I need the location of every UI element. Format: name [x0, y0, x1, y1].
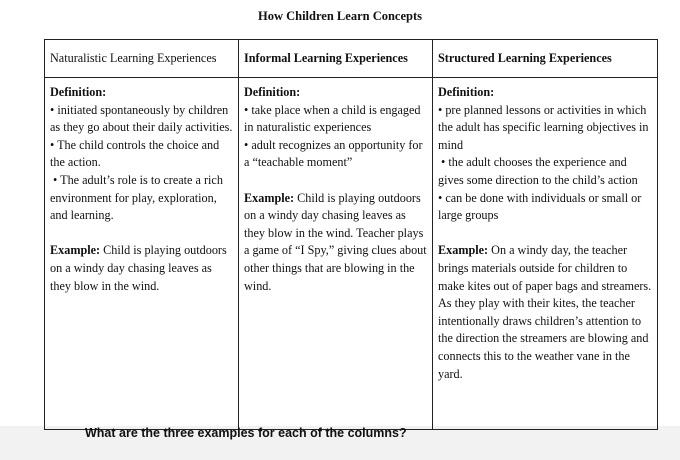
bullet-item: • can be done with individuals or small or large groups [438, 190, 642, 223]
structured-cell [433, 78, 658, 430]
concepts-table [44, 39, 658, 430]
example-text: Child is playing outdoors on a windy day chasing leaves as they blow in the wind. [50, 243, 227, 293]
naturalistic-cell [45, 78, 239, 430]
bullet-text: take place when a child is engaged in naturalistic experiences [244, 102, 421, 135]
example-text: On a windy day, the teacher brings materials outside for children to make kites out of paper bags and streamers. As they play with their kites, the teacher intentionally draws children’s attention to the direction the streamers are blowing and connects this to the weather vane in the yard. [438, 243, 652, 381]
column-header-informal: Informal Learning Experiences [239, 40, 433, 78]
column-header-structured: Structured Learning Experiences [433, 40, 658, 78]
definition-label: Definition: [50, 85, 107, 99]
bullet-text: pre planned lessons or activities in which the adult has specific learning objectives in mind [438, 102, 649, 152]
bullet-item: • pre planned lessons or activities in which the adult has specific learning objectives in mind [438, 102, 649, 152]
bullet-text: can be done with individuals or small or large groups [438, 190, 642, 223]
example-block [244, 190, 428, 296]
page-title: How Children Learn Concepts [257, 9, 422, 23]
example-block [438, 242, 653, 383]
bullet-item: • take place when a child is engaged in naturalistic experiences [244, 102, 421, 135]
example-text: Child is playing outdoors on a windy day chasing leaves as they blow in the wind. Teacher plays a game of “I Spy,” giving clues about other things that are blowing in the wind. [244, 190, 427, 293]
question-text: What are the three examples for each of the columns? [85, 426, 407, 440]
bullet-text: The adult’s role is to create a rich environment for play, exploration, and learning. [50, 172, 223, 223]
example-label: Example: [244, 190, 295, 205]
bullet-item: • the adult chooses the experience and gives some direction to the child’s action [438, 155, 638, 187]
bullet-text: the adult chooses the experience and gives some direction to the child’s action [438, 155, 638, 187]
informal-cell [239, 78, 433, 430]
example-label: Example: [438, 243, 489, 258]
bullet-item: • The child controls the choice and the action. [50, 137, 220, 170]
bullet-item: • The adult’s role is to create a rich environment for play, exploration, and learning. [50, 172, 223, 223]
example-label: Example: [50, 243, 101, 258]
content-row [45, 78, 658, 430]
definition-label: Definition: [438, 85, 495, 99]
bullet-text: adult recognizes an opportunity for a “teachable moment” [244, 137, 423, 170]
column-header-naturalistic: Naturalistic Learning Experiences [45, 40, 239, 78]
example-block [50, 242, 234, 295]
definition-label: Definition: [244, 85, 301, 99]
header-row [45, 40, 658, 78]
bullet-item: • initiated spontaneously by children as they go about their daily activities. [50, 102, 233, 135]
bullet-item: • adult recognizes an opportunity for a “teachable moment” [244, 137, 423, 170]
bullet-text: initiated spontaneously by children as they go about their daily activities. [50, 102, 233, 135]
bullet-text: The child controls the choice and the action. [50, 137, 220, 170]
